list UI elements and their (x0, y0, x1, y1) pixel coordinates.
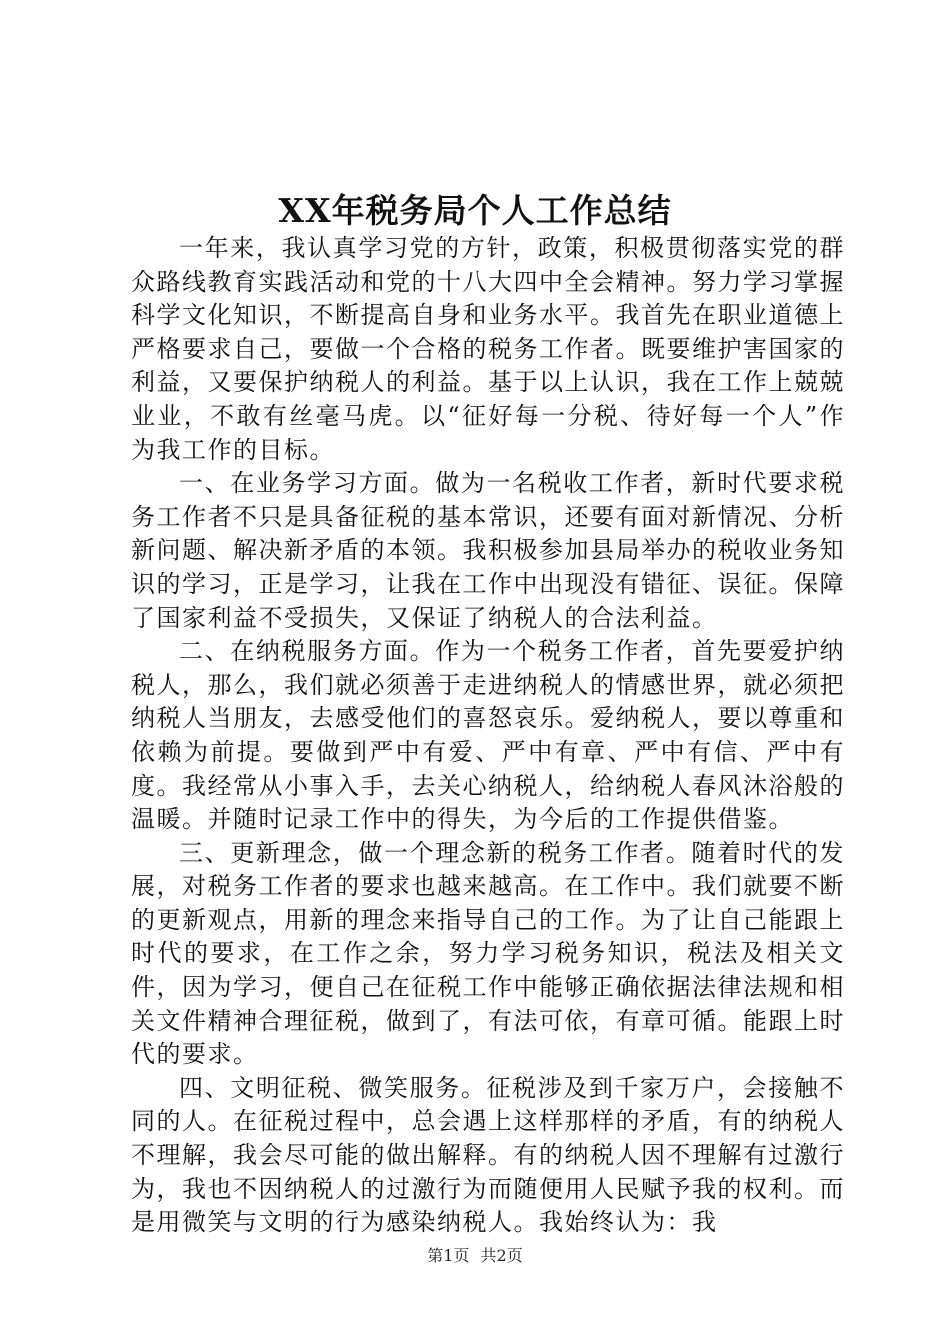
page-total: 共2页 (480, 1246, 523, 1265)
document-body (131, 232, 845, 1240)
paragraph-business-study: 一、在业务学习方面。做为一名税收工作者，新时代要求税务工作者不只是具备征税的基本常识，还要有面对新情况、分析新问题、解决新矛盾的本领。我积极参加县局举办的税收业务知识的学习，正是学习，让我在工作中出现没有错征、误征。保障了国家利益不受损失，又保证了纳税人的合法利益。 (131, 469, 845, 632)
paragraph-update-concepts: 三、更新理念，做一个理念新的税务工作者。随着时代的发展，对税务工作者的要求也越来越高。在工作中。我们就要不断的更新观点，用新的理念来指导自己的工作。为了让自己能跟上时代的要求，在工作之余，努力学习税务知识，税法及相关文件，因为学习，便自己在征税工作中能够正确依据法律法规和相关文件精神合理征税，做到了，有法可依，有章可循。能跟上时代的要求。 (131, 838, 845, 1069)
paragraph-civil-taxation: 四、文明征税、微笑服务。征税涉及到千家万户，会接触不同的人。在征税过程中，总会遇上这样那样的矛盾，有的纳税人不理解，我会尽可能的做出解释。有的纳税人因不理解有过激行为，我也不因纳税人的过激行为而随便用人民赋予我的权利。而是用微笑与文明的行为感染纳税人。我始终认为：我 (131, 1073, 845, 1237)
page-title: XX年税务局个人工作总结 (278, 191, 672, 230)
page-number: 第1页 (427, 1246, 470, 1265)
paragraph-intro: 一年来，我认真学习党的方针，政策，积极贯彻落实党的群众路线教育实践活动和党的十八大四中全会精神。努力学习掌握科学文化知识，不断提高自身和业务水平。我首先在职业道德上严格要求自己，要做一个合格的税务工作者。既要维护害国家的利益，又要保护纳税人的利益。基于以上认识，我在工作上兢兢业业，不敢有丝毫马虎。以“征好每一分税、待好每一个人”作为我工作的目标。 (131, 234, 845, 464)
paragraph-tax-service: 二、在纳税服务方面。作为一个税务工作者，首先要爱护纳税人，那么，我们就必须善于走进纳税人的情感世界，就必须把纳税人当朋友，去感受他们的喜怒哀乐。爱纳税人，要以尊重和依赖为前提。要做到严中有爱、严中有章、严中有信、严中有度。我经常从小事入手，去关心纳税人，给纳税人春风沐浴般的温暖。并随时记录工作中的得失，为今后的工作提供借鉴。 (131, 637, 845, 834)
page-footer (0, 1243, 950, 1266)
